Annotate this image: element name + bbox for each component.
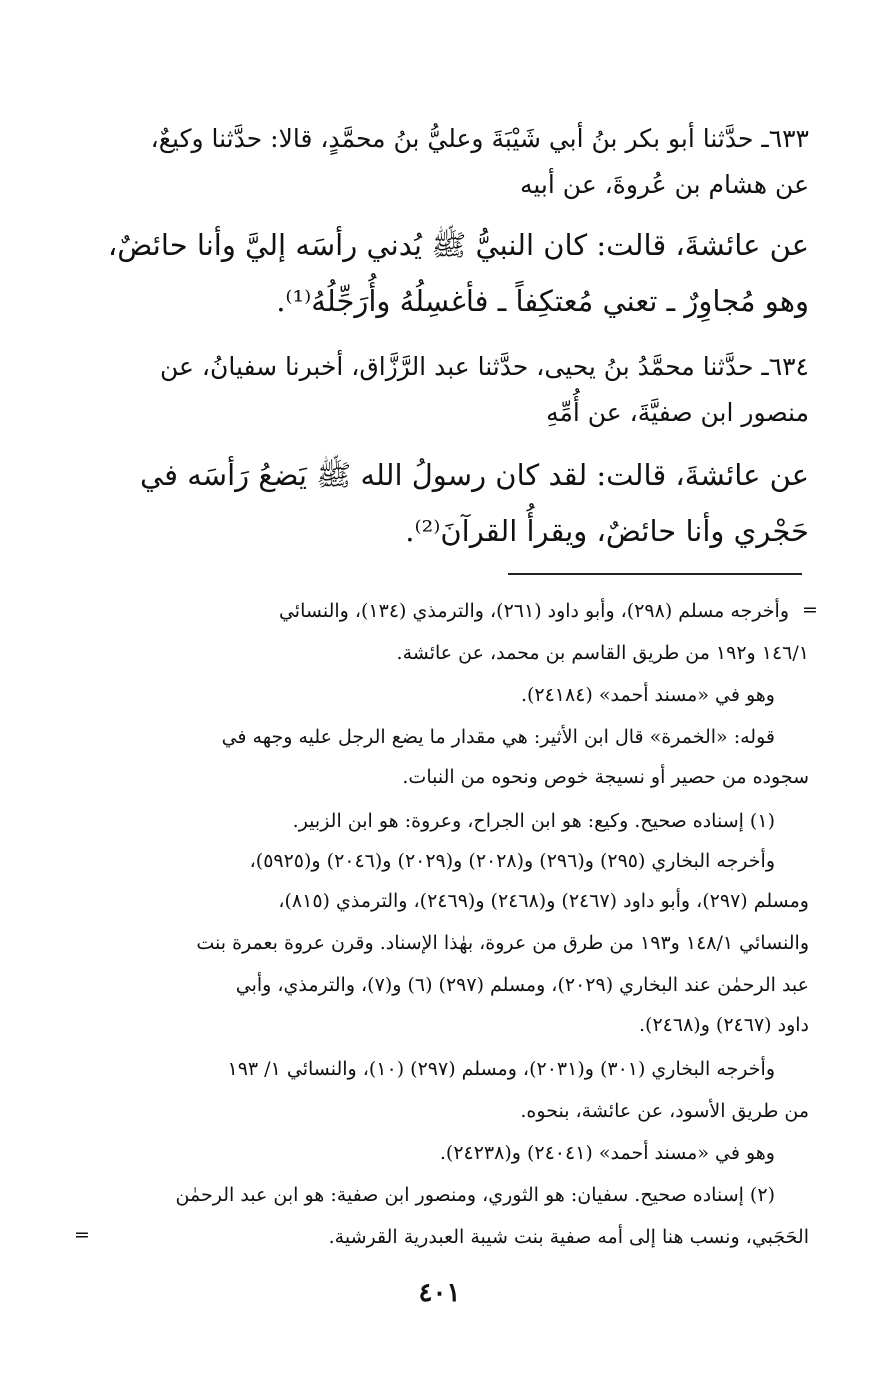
footnote-line: وأخرجه البخاري (٢٩٥) و(٢٩٦) و(٢٠٢٨) و(٢٠٢٩) و(٢٠٤٦) و(٥٩٢٥)، bbox=[249, 850, 775, 872]
hadith-633-isnad-line-1: ٦٣٣ـ حدَّثنا أبو بكر بنُ أبي شَيْبَةَ وعليُّ بنُ محمَّدٍ، قالا: حدَّثنا وكيعٌ، bbox=[150, 124, 809, 153]
continuation-mark-top: = bbox=[802, 599, 818, 621]
footnote-line: من طريق الأسود، عن عائشة، بنحوه. bbox=[520, 1100, 809, 1122]
footnote-line: قوله: «الخمرة» قال ابن الأثير: هي مقدار ما يضع الرجل عليه وجهه في bbox=[221, 726, 775, 748]
footnote-separator bbox=[508, 573, 802, 575]
footnote-line: الحَجَبي، ونسب هنا إلى أمه صفية بنت شيبة العبدرية القرشية. bbox=[328, 1226, 809, 1248]
hadith-634-isnad-line-1: ٦٣٤ـ حدَّثنا محمَّدُ بنُ يحيى، حدَّثنا عبد الرَّزَّاق، أخبرنا سفيانُ، عن bbox=[160, 352, 809, 381]
footnote-line: والنسائي ١٤٨/١ و١٩٣ من طرق من عروة، بهٰذا الإسناد. وقرن عروة بعمرة بنت bbox=[196, 932, 809, 954]
footnote-line: وأخرجه البخاري (٣٠١) و(٢٠٣١)، ومسلم (٢٩٧) (١٠)، والنسائي ١/ ١٩٣ bbox=[227, 1058, 775, 1080]
footnote-line: سجوده من حصير أو نسيجة خوص ونحوه من النبات. bbox=[402, 766, 809, 788]
footnote-line: (١) إسناده صحيح. وكيع: هو ابن الجراح، وعروة: هو ابن الزبير. bbox=[292, 810, 775, 832]
hadith-633-matn-line-2: وهو مُجاوِرٌ ـ تعني مُعتكِفاً ـ فأغسِلُهُ وأُرَجِّلُهُ⁽¹⁾. bbox=[276, 284, 809, 318]
footnote-line: ومسلم (٢٩٧)، وأبو داود (٢٤٦٧) و(٢٤٦٨) و(٢٤٦٩)، والترمذي (٨١٥)، bbox=[278, 890, 809, 912]
footnote-line: عبد الرحمٰن عند البخاري (٢٠٢٩)، ومسلم (٢٩٧) (٦) و(٧)، والترمذي، وأبي bbox=[235, 974, 809, 996]
hadith-634-matn-line-2: حَجْري وأنا حائضٌ، ويقرأُ القرآنَ⁽²⁾. bbox=[405, 514, 809, 548]
footnote-line: وهو في «مسند أحمد» (٢٤٠٤١) و(٢٤٢٣٨). bbox=[439, 1142, 775, 1164]
hadith-634-isnad-line-2: منصور ابن صفيَّةَ، عن أُمِّهِ bbox=[546, 398, 809, 427]
continuation-mark-bottom: = bbox=[74, 1224, 90, 1246]
footnote-line: وأخرجه مسلم (٢٩٨)، وأبو داود (٢٦١)، والترمذي (١٣٤)، والنسائي bbox=[278, 600, 789, 622]
hadith-634-matn-line-1: عن عائشةَ، قالت: لقد كان رسولُ الله ﷺ يَضعُ رَأسَه في bbox=[139, 458, 809, 492]
hadith-633-isnad-line-2: عن هشام بن عُروةَ، عن أبيه bbox=[519, 170, 809, 199]
hadith-633-matn-line-1: عن عائشةَ، قالت: كان النبيُّ ﷺ يُدني رأسَه إليَّ وأنا حائضٌ، bbox=[107, 228, 809, 262]
footnote-line: داود (٢٤٦٧) و(٢٤٦٨). bbox=[639, 1014, 809, 1036]
footnote-line: وهو في «مسند أحمد» (٢٤١٨٤). bbox=[520, 684, 775, 706]
footnote-line: (٢) إسناده صحيح. سفيان: هو الثوري، ومنصور ابن صفية: هو ابن عبد الرحمٰن bbox=[175, 1184, 775, 1206]
footnote-line: ١٤٦/١ و١٩٢ من طريق القاسم بن محمد، عن عائشة. bbox=[396, 642, 809, 664]
page-number: ٤٠١ bbox=[418, 1278, 461, 1308]
